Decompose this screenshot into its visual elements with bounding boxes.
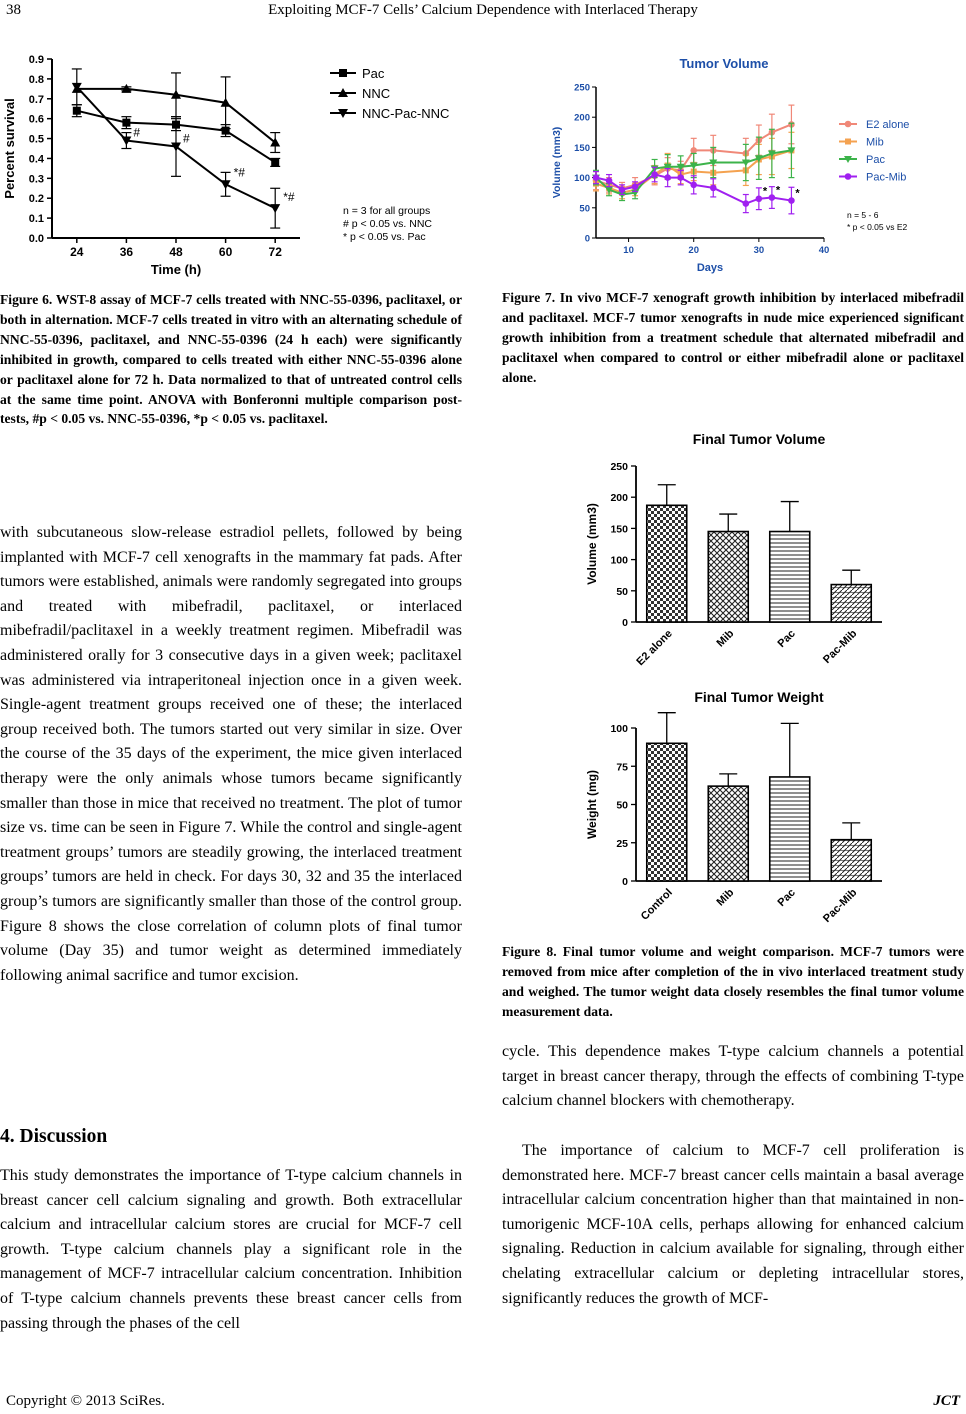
body-paragraph: cycle. This dependence makes T-type calcium channels a potential target in breast cancer therapy, through the effects of combining T-type calcium channel blockers with chemotherapy. xyxy=(502,1043,964,1110)
x-axis-label: Time (h) xyxy=(150,262,202,277)
data-point xyxy=(339,69,347,77)
section-heading: 4. Discussion xyxy=(0,1126,108,1147)
y-tick-label: 0.7 xyxy=(28,93,44,106)
y-axis-label: Volume (mm3) xyxy=(551,126,563,199)
note-line: n = 3 for all groups xyxy=(343,205,431,217)
x-tick-label: 30 xyxy=(753,245,765,256)
running-header xyxy=(0,0,966,22)
legend-label: Pac-Mib xyxy=(866,171,907,184)
figure-8-volume-chart xyxy=(582,430,882,690)
data-point xyxy=(619,186,626,193)
y-axis-label: Weight (mg) xyxy=(585,769,599,840)
data-point xyxy=(690,182,697,189)
x-tick-label: E2 alone xyxy=(634,627,675,669)
y-tick-label: 50 xyxy=(579,203,590,215)
journal-abbrev: JCT xyxy=(933,1393,960,1409)
x-tick-label: Pac-Mib xyxy=(821,886,860,925)
y-axis-label: Volume (mm3) xyxy=(585,503,599,585)
x-tick-label: 24 xyxy=(70,245,84,259)
note-line: # p < 0.05 vs. NNC xyxy=(343,218,432,230)
x-tick-label: Control xyxy=(638,886,675,923)
figure-8-caption: Figure 8. Final tumor volume and weight comparison. MCF-7 tumors were removed from mice after completion of the in vivo interlaced treatment study and weighed. The tumor weight data closely resembles the final tumor volume measurement data. xyxy=(502,944,964,1019)
y-tick-label: 200 xyxy=(610,492,628,505)
y-tick-label: 250 xyxy=(610,461,628,473)
body-paragraph: with subcutaneous slow-release estradiol pellets, followed by being implanted with MCF-7 cell xenografts in the mammary fat pads. After tumors were established, animals were randomly segregated into groups and treated with mibefradil, paclitaxel, or interlaced mibefradil/paclitaxel in a weekly treatment regimen. Mibefradil was administered orally for 3 consecutive days in a given week; paclitaxel was administered via intraperitoneal injection once in a given week. Single-agent treatment groups received one of these; the interlaced group received both. The tumors started out very similar in size. Over the course of the 35 days of the experiment, the mice given interlaced therapy were the only animals whose tumors became significantly smaller than those in mice that received no treatment. The plot of tumor size vs. time can be seen in Figure 7. While the control and single-agent treatment groups’ tumors are steadily growing, the interlaced treatment groups’ tumors are held in check. For days 30, 32 and 35 the interlaced group’s tumors are significantly smaller than those of the control group. Figure 8 shows the close correlation of column plots of final tumor volume (Day 35) and tumor weight as determined immediately following animal sacrifice and tumor excision. xyxy=(0,524,462,984)
x-axis-label: Days xyxy=(696,262,724,274)
data-point xyxy=(593,174,600,181)
x-tick-label: 36 xyxy=(119,245,134,259)
y-tick-label: 75 xyxy=(616,761,628,774)
legend-label: Pac xyxy=(362,66,385,81)
data-point xyxy=(677,174,684,181)
data-point xyxy=(271,158,279,166)
bar xyxy=(770,532,810,622)
significance-mark: # xyxy=(133,125,141,140)
y-tick-label: 50 xyxy=(616,799,628,812)
body-paragraph: The importance of calcium to MCF-7 cell proliferation is demonstrated here. MCF-7 breast cancer cells maintain a basal average intracellular calcium concentration higher than that maintained in non-tumorigenic MCF-10A cells, perhaps allowing for enhanced calcium signaling. Reduction in calcium available for signaling, through either chelating extracellular calcium or depleting intracellular stores, significantly reduces the growth of MCF- xyxy=(502,1142,964,1307)
figure-8-weight-chart xyxy=(582,688,882,938)
y-tick-label: 25 xyxy=(616,837,628,850)
significance-mark: *# xyxy=(233,165,245,180)
data-point xyxy=(743,200,750,207)
data-point xyxy=(769,194,776,201)
bar xyxy=(708,786,748,881)
data-point xyxy=(710,185,717,192)
data-point xyxy=(73,107,81,115)
bar xyxy=(831,585,871,622)
chart-title: Final Tumor Weight xyxy=(694,689,824,705)
figure-7-chart xyxy=(540,54,920,279)
data-point xyxy=(632,183,639,190)
y-tick-label: 200 xyxy=(574,112,590,124)
y-tick-label: 0.6 xyxy=(28,113,44,126)
x-tick-label: 40 xyxy=(818,245,830,256)
x-tick-label: Pac xyxy=(775,886,798,909)
bar xyxy=(647,505,687,622)
figure-6-chart xyxy=(0,44,470,284)
figure-6-note xyxy=(343,205,432,243)
y-tick-label: 0.3 xyxy=(28,173,44,186)
bar xyxy=(831,840,871,881)
chart-title: Tumor Volume xyxy=(679,56,769,71)
significance-mark: * xyxy=(762,185,768,198)
data-point xyxy=(606,177,613,184)
significance-mark: * xyxy=(795,187,800,200)
copyright: Copyright © 2013 SciRes. xyxy=(6,1393,165,1409)
significance-mark: * xyxy=(775,184,781,197)
y-tick-label: 0 xyxy=(584,233,590,245)
y-axis-label: Percent survival xyxy=(2,98,17,199)
legend-label: NNC xyxy=(362,86,391,101)
data-point xyxy=(664,174,671,181)
note-line: n = 5 - 6 xyxy=(847,210,879,220)
y-tick-label: 0.4 xyxy=(28,153,44,166)
note-line: * p < 0.05 vs E2 xyxy=(847,222,908,232)
x-tick-label: 60 xyxy=(218,245,233,259)
data-point xyxy=(122,119,130,127)
page-number: 38 xyxy=(6,2,21,18)
data-point xyxy=(788,197,795,204)
y-tick-label: 0 xyxy=(622,876,628,888)
x-tick-label: Pac-Mib xyxy=(821,627,860,666)
running-title: Exploiting MCF-7 Cells’ Calcium Dependence with Interlaced Therapy xyxy=(268,2,698,18)
y-tick-label: 0.2 xyxy=(28,193,44,206)
y-tick-label: 150 xyxy=(574,142,590,154)
legend-marker xyxy=(845,121,852,128)
y-tick-label: 0 xyxy=(622,617,628,629)
bar xyxy=(647,743,687,881)
legend-label: E2 alone xyxy=(866,119,910,131)
data-point xyxy=(756,195,763,202)
y-tick-label: 0.8 xyxy=(28,73,44,86)
significance-mark: *# xyxy=(283,190,295,205)
data-point xyxy=(221,180,231,189)
chart-title: Final Tumor Volume xyxy=(692,431,826,447)
legend-marker xyxy=(845,173,852,180)
data-point xyxy=(270,204,280,213)
x-tick-label: Mib xyxy=(714,886,737,909)
x-tick-label: Pac xyxy=(775,627,798,650)
x-tick-label: 48 xyxy=(169,245,183,259)
legend-label: Pac xyxy=(866,154,885,166)
data-point xyxy=(651,171,658,178)
legend-label: NNC-Pac-NNC xyxy=(362,106,450,121)
legend-marker xyxy=(845,139,851,145)
y-tick-label: 0.5 xyxy=(28,133,44,146)
significance-mark: # xyxy=(183,131,190,146)
bar xyxy=(708,532,748,622)
y-tick-label: 0.1 xyxy=(28,213,44,226)
x-tick-label: Mib xyxy=(714,627,737,650)
y-tick-label: 250 xyxy=(574,82,590,94)
x-tick-label: 20 xyxy=(688,245,700,256)
figure-7-caption: Figure 7. In vivo MCF-7 xenograft growth inhibition by interlaced mibefradil and paclitaxel. MCF-7 tumor xenografts in nude mice experienced significant growth inhibition from a treatment schedule that alternated mibefradil and paclitaxel when compared to control or either mibefradil alone or paclitaxel alone. xyxy=(502,290,964,385)
y-tick-label: 100 xyxy=(574,173,590,185)
y-tick-label: 0.0 xyxy=(28,233,44,245)
y-tick-label: 100 xyxy=(610,723,628,735)
data-point xyxy=(690,147,697,154)
y-tick-label: 150 xyxy=(610,523,628,536)
x-tick-label: 72 xyxy=(268,245,282,259)
body-paragraph: This study demonstrates the importance of T-type calcium channels in breast cancer cell calcium signaling and growth. Both extracellular calcium and intracellular calcium stores are crucial for MCF-7 cell growth. T-type calcium channels play a significant role in the management of MCF-7 intracellular calcium concentration. Inhibition of T-type calcium channels prevents these breast cancer cells from passing through the phases of the cell xyxy=(0,1167,462,1332)
y-tick-label: 0.9 xyxy=(28,54,44,66)
legend-label: Mib xyxy=(866,136,884,149)
y-tick-label: 50 xyxy=(616,585,628,598)
x-tick-label: 10 xyxy=(623,245,634,256)
bar xyxy=(770,777,810,881)
note-line: * p < 0.05 vs. Pac xyxy=(343,231,426,243)
y-tick-label: 100 xyxy=(610,554,628,567)
figure-6-caption: Figure 6. WST-8 assay of MCF-7 cells treated with NNC-55-0396, paclitaxel, or both in alternation. MCF-7 cells treated in vitro with an alternating schedule of NNC-55-0396, paclitaxel, and NNC-55-0396 (24 h each) were significantly inhibited in growth, compared to cells treated with either NNC-55-0396 alone or paclitaxel alone for 72 h. Data normalized to that of untreated control cells at the same time point. ANOVA with Bonferonni multiple comparison post-tests, #p < 0.05 vs. NNC-55-0396, *p < 0.05 vs. paclitaxel. xyxy=(0,292,462,427)
